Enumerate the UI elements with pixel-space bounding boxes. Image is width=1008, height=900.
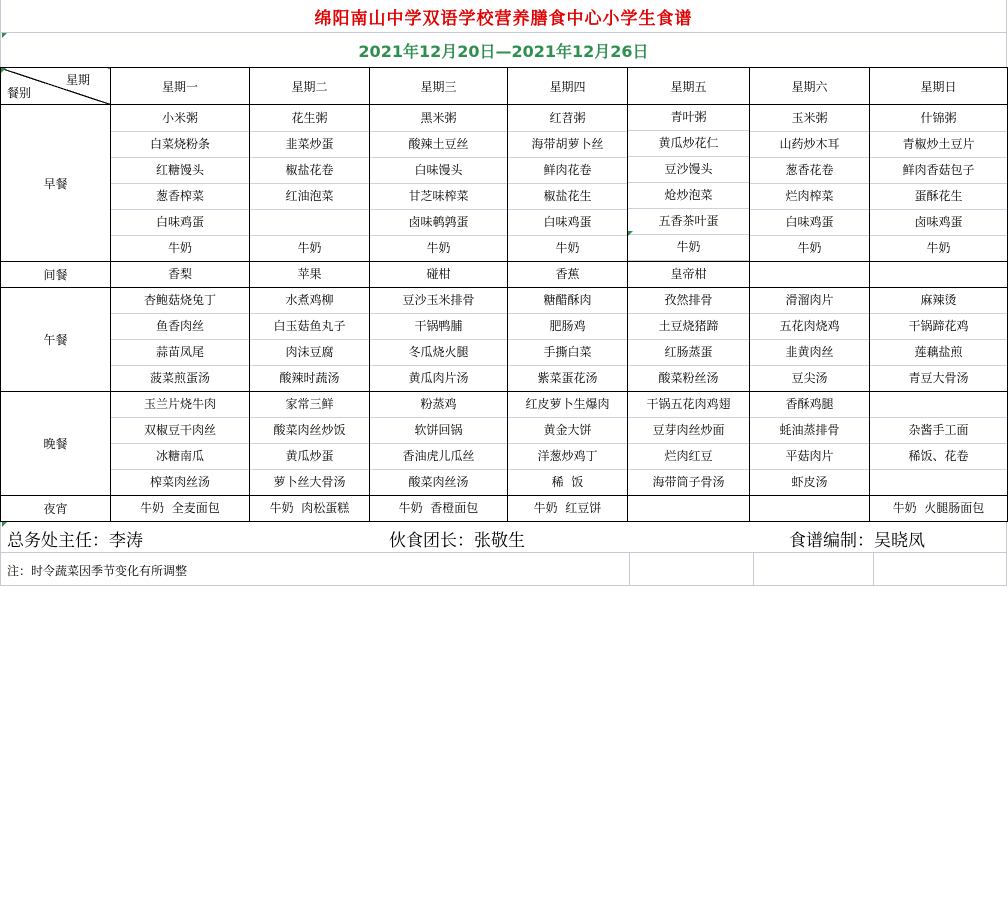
dish-item: 蛋酥花生 — [870, 184, 1007, 210]
dish-item: 紫菜蛋花汤 — [537, 371, 598, 385]
grid-line — [629, 553, 630, 585]
dish-item: 山药炒木耳 — [750, 132, 869, 158]
dish-item: 香蕉 — [555, 267, 580, 281]
dish-item: 榨菜肉丝汤 — [149, 475, 210, 489]
dish-item: 酸菜肉丝炒饭 — [250, 418, 369, 444]
dish-item: 土豆烧猪蹄 — [628, 314, 749, 340]
note-row — [0, 553, 1007, 586]
dish-item: 豆芽肉丝炒面 — [628, 418, 749, 444]
day-cell — [370, 288, 508, 392]
dish-item: 小米粥 — [111, 106, 249, 132]
dish-item: 麻辣烫 — [870, 288, 1007, 314]
dish-item: 玉兰片烧牛肉 — [111, 392, 249, 418]
dish-item: 葱香榨菜 — [111, 184, 249, 210]
day-header: 星期五 — [628, 68, 750, 105]
dish-item: 虾皮汤 — [791, 475, 828, 489]
dish-item: 牛奶 — [555, 240, 580, 255]
corner-weekday-label: 星期 — [65, 73, 90, 87]
day-cell — [370, 392, 508, 496]
meal-row — [1, 262, 1008, 288]
dish-item: 酸辣时蔬汤 — [279, 371, 340, 385]
day-header: 星期四 — [508, 68, 628, 105]
cell-marker — [628, 231, 633, 236]
dish-item: 青叶粥 — [628, 105, 749, 131]
dish-item: 豆尖汤 — [791, 371, 828, 385]
dish-item: 菠菜煎蛋汤 — [149, 371, 210, 385]
day-header: 星期一 — [111, 68, 250, 105]
dish-item: 青豆大骨汤 — [908, 371, 969, 385]
dish-item: 牛奶 肉松蛋糕 — [269, 501, 350, 515]
day-cell — [750, 288, 870, 392]
day-cell — [870, 105, 1008, 262]
dish-item: 红糖馒头 — [111, 158, 249, 184]
dish-item: 酸菜粉丝汤 — [658, 371, 719, 385]
dish-item: 白玉菇鱼丸子 — [250, 314, 369, 340]
page-title: 绵阳南山中学双语学校营养膳食中心小学生食谱 — [314, 8, 693, 29]
dish-item: 双椒豆干肉丝 — [111, 418, 249, 444]
dish-item: 鲜肉香菇包子 — [870, 158, 1007, 184]
day-header: 星期二 — [250, 68, 370, 105]
dish-item — [870, 470, 1007, 495]
dish-item: 鱼香肉丝 — [111, 314, 249, 340]
dish-item: 酸辣土豆丝 — [370, 132, 507, 158]
dish-item: 稀饭、花卷 — [870, 444, 1007, 470]
dish-item: 牛奶 — [426, 240, 451, 255]
note-text: 注：时令蔬菜因季节变化有所调整 — [7, 564, 188, 578]
day-cell — [628, 105, 750, 262]
dish-item: 洋葱炒鸡丁 — [508, 444, 627, 470]
corner-cell — [1, 68, 111, 105]
dish-item: 椒盐花卷 — [250, 158, 369, 184]
dish-item: 滑溜肉片 — [750, 288, 869, 314]
dish-item: 杏鲍菇烧兔丁 — [111, 288, 249, 314]
day-cell — [870, 262, 1008, 288]
corner-meal-label: 餐别 — [7, 86, 32, 100]
day-cell — [508, 496, 628, 522]
dish-item: 烂肉红豆 — [628, 444, 749, 470]
meal-row — [1, 105, 1008, 262]
dish-item: 水煮鸡柳 — [250, 288, 369, 314]
meal-name: 午餐 — [1, 288, 111, 392]
dish-item: 干锅五花肉鸡翅 — [628, 392, 749, 418]
dish-item: 白味鸡蛋 — [508, 210, 627, 236]
day-cell — [750, 496, 870, 522]
grid-line — [873, 553, 874, 585]
cell-marker — [2, 33, 7, 38]
meal-name: 夜宵 — [1, 496, 111, 522]
dish-item: 粉蒸鸡 — [370, 392, 507, 418]
title-row — [0, 0, 1007, 33]
dish-item: 牛奶 — [797, 240, 822, 255]
dish-item: 白菜烧粉条 — [111, 132, 249, 158]
dish-item: 黑米粥 — [370, 106, 507, 132]
dish-item: 椒盐花生 — [508, 184, 627, 210]
meal-row — [1, 392, 1008, 496]
dish-item: 白味馒头 — [370, 158, 507, 184]
day-cell — [250, 262, 370, 288]
dish-item: 牛奶 — [628, 235, 749, 261]
dish-item: 蒜苗凤尾 — [111, 340, 249, 366]
dish-item: 香梨 — [167, 267, 192, 281]
dish-item: 萝卜丝大骨汤 — [273, 475, 346, 489]
day-cell — [250, 288, 370, 392]
dish-item — [750, 262, 869, 287]
dish-item: 牛奶 — [167, 240, 192, 255]
header-row — [1, 68, 1008, 105]
dish-item: 五花肉烧鸡 — [750, 314, 869, 340]
dish-item: 卤味鸡蛋 — [870, 210, 1007, 236]
meal-name: 早餐 — [1, 105, 111, 262]
compiler-signature: 食谱编制：吴晓凤 — [789, 531, 925, 551]
day-cell — [250, 496, 370, 522]
dish-item: 红苕粥 — [508, 106, 627, 132]
dish-item: 冬瓜烧火腿 — [370, 340, 507, 366]
dish-item: 葱香花卷 — [750, 158, 869, 184]
dish-item: 肉沫豆腐 — [250, 340, 369, 366]
day-cell — [870, 288, 1008, 392]
dish-item: 香油虎儿瓜丝 — [370, 444, 507, 470]
dish-item: 青椒炒土豆片 — [870, 132, 1007, 158]
dish-item: 莲藕盐煎 — [870, 340, 1007, 366]
signature-row — [0, 522, 1007, 553]
dish-item: 牛奶 — [926, 240, 951, 255]
dish-item: 海带胡萝卜丝 — [508, 132, 627, 158]
dish-item: 肥肠鸡 — [508, 314, 627, 340]
dish-item — [250, 210, 369, 236]
day-cell — [370, 496, 508, 522]
day-cell — [870, 392, 1008, 496]
dish-item: 稀 饭 — [551, 475, 584, 489]
canteen-head-signature: 伙食团长：张敬生 — [389, 531, 525, 551]
dish-item: 炝炒泡菜 — [628, 183, 749, 209]
day-cell — [750, 392, 870, 496]
dish-item: 鲜肉花卷 — [508, 158, 627, 184]
day-cell — [111, 262, 250, 288]
day-cell — [628, 496, 750, 522]
meal-row — [1, 288, 1008, 392]
day-cell — [370, 262, 508, 288]
day-header: 星期三 — [370, 68, 508, 105]
dish-item: 甘芝味榨菜 — [370, 184, 507, 210]
dish-item: 黄瓜肉片汤 — [408, 371, 469, 385]
day-header: 星期日 — [870, 68, 1008, 105]
day-cell — [250, 392, 370, 496]
dish-item: 红油泡菜 — [250, 184, 369, 210]
dish-item: 冰糖南瓜 — [111, 444, 249, 470]
day-cell — [508, 105, 628, 262]
day-cell — [370, 105, 508, 262]
meal-name: 晚餐 — [1, 392, 111, 496]
menu-table — [0, 67, 1008, 522]
dish-item: 花生粥 — [250, 106, 369, 132]
dish-item: 卤味鹌鹑蛋 — [370, 210, 507, 236]
dish-item: 黄金大饼 — [508, 418, 627, 444]
day-cell — [870, 496, 1008, 522]
dish-item: 杂酱手工面 — [870, 418, 1007, 444]
dish-item — [870, 262, 1007, 287]
dish-item: 平菇肉片 — [750, 444, 869, 470]
grid-line — [753, 553, 754, 585]
day-cell — [111, 105, 250, 262]
day-cell — [750, 105, 870, 262]
dish-item: 牛奶 香橙面包 — [398, 501, 479, 515]
dish-item: 香酥鸡腿 — [750, 392, 869, 418]
day-cell — [111, 496, 250, 522]
day-cell — [250, 105, 370, 262]
dish-item: 玉米粥 — [750, 106, 869, 132]
date-row — [0, 33, 1007, 67]
dish-item: 皇帝柑 — [670, 267, 707, 281]
director-signature: 总务处主任：李涛 — [7, 531, 143, 551]
dish-item: 牛奶 — [297, 240, 322, 255]
dish-item — [750, 496, 869, 521]
cell-marker — [1, 68, 6, 73]
dish-item: 干锅蹄花鸡 — [870, 314, 1007, 340]
dish-item: 韭菜炒蛋 — [250, 132, 369, 158]
dish-item: 家常三鲜 — [250, 392, 369, 418]
dish-item: 孜然排骨 — [628, 288, 749, 314]
dish-item: 干锅鸭脯 — [370, 314, 507, 340]
day-cell — [508, 288, 628, 392]
day-cell — [628, 288, 750, 392]
day-cell — [628, 392, 750, 496]
day-cell — [628, 262, 750, 288]
dish-item: 苹果 — [297, 267, 322, 281]
day-cell — [750, 262, 870, 288]
day-cell — [111, 392, 250, 496]
dish-item: 什锦粥 — [870, 106, 1007, 132]
dish-item: 五香茶叶蛋 — [628, 209, 749, 235]
dish-item: 牛奶 红豆饼 — [533, 501, 602, 515]
dish-item: 豆沙玉米排骨 — [370, 288, 507, 314]
date-range: 2021年12月20日—2021年12月26日 — [358, 41, 649, 61]
meal-row — [1, 496, 1008, 522]
meal-name: 间餐 — [1, 262, 111, 288]
dish-item: 手撕白菜 — [508, 340, 627, 366]
dish-item: 碰柑 — [426, 267, 451, 281]
dish-item: 黄瓜炒蛋 — [250, 444, 369, 470]
dish-item: 海带筒子骨汤 — [652, 475, 725, 489]
dish-item: 烂肉榨菜 — [750, 184, 869, 210]
day-cell — [508, 262, 628, 288]
day-cell — [111, 288, 250, 392]
day-header: 星期六 — [750, 68, 870, 105]
dish-item: 糖醋酥肉 — [508, 288, 627, 314]
dish-item: 红肠蒸蛋 — [628, 340, 749, 366]
dish-item — [870, 392, 1007, 418]
dish-item: 黄瓜炒花仁 — [628, 131, 749, 157]
dish-item: 韭黄肉丝 — [750, 340, 869, 366]
dish-item: 红皮萝卜生爆肉 — [508, 392, 627, 418]
dish-item: 牛奶 火腿肠面包 — [892, 501, 985, 515]
dish-item: 牛奶 全麦面包 — [140, 501, 220, 515]
dish-item: 酸菜肉丝汤 — [408, 475, 469, 489]
dish-item: 豆沙馒头 — [628, 157, 749, 183]
day-cell — [508, 392, 628, 496]
dish-item: 白味鸡蛋 — [750, 210, 869, 236]
dish-item: 软饼回锅 — [370, 418, 507, 444]
dish-item: 蚝油蒸排骨 — [750, 418, 869, 444]
dish-item: 白味鸡蛋 — [111, 210, 249, 236]
dish-item — [628, 496, 749, 521]
